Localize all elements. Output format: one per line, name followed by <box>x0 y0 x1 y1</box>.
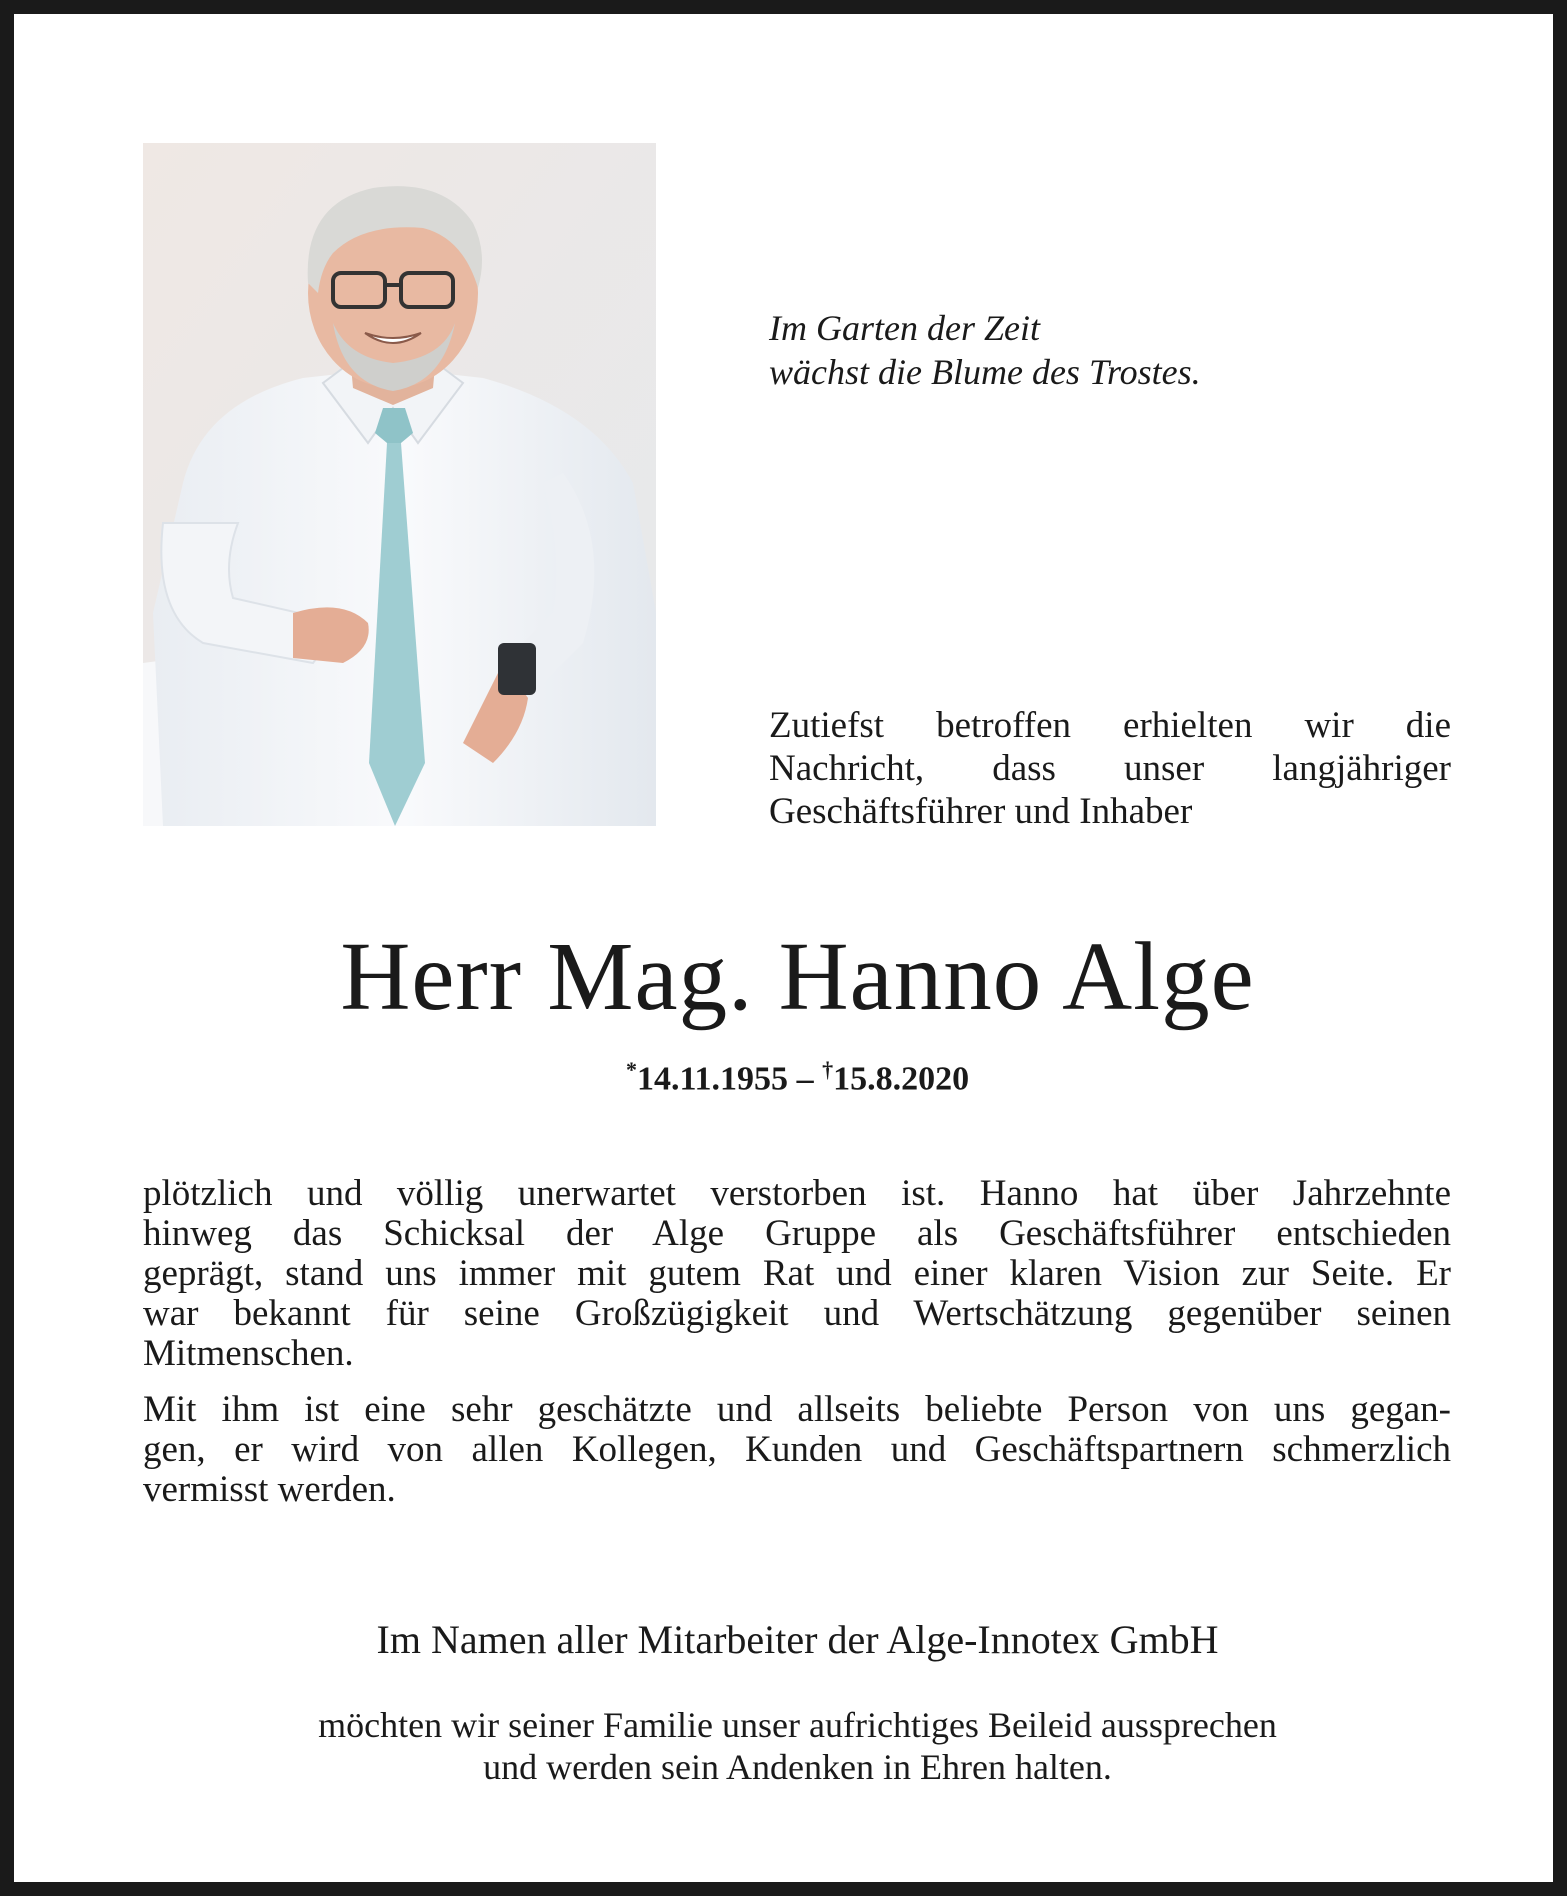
intro-line: Nachricht, dass unser langjähriger <box>769 748 1451 789</box>
body-line: vermisst werden. <box>143 1469 396 1510</box>
date-separator: – <box>788 1060 823 1098</box>
consolation-quote <box>769 306 1469 394</box>
closing-line: möchten wir seiner Familie unser aufrichtiges Beileid aussprechen <box>318 1705 1277 1745</box>
death-symbol: † <box>822 1057 834 1082</box>
obituary-body <box>143 1174 1451 1526</box>
intro-text <box>769 704 1451 833</box>
birth-date: 14.11.1955 <box>636 1060 789 1098</box>
portrait-illustration <box>143 143 656 826</box>
body-line: war bekannt für seine Großzügigkeit und Wertschätzung gegenüber seinen <box>143 1293 1451 1334</box>
portrait-photo <box>143 143 656 826</box>
closing-text <box>14 1704 1567 1788</box>
body-paragraph-2 <box>143 1390 1451 1510</box>
deceased-name: Herr Mag. Hanno Alge <box>340 923 1255 1030</box>
body-line: hinweg das Schicksal der Alge Gruppe als Geschäftsführer entschieden <box>143 1213 1451 1254</box>
quote-line: wächst die Blume des Trostes. <box>769 352 1201 392</box>
signature-line: Im Namen aller Mitarbeiter der Alge-Innotex GmbH <box>376 1617 1219 1662</box>
body-line: gen, er wird von allen Kollegen, Kunden und Geschäftspartnern schmerzlich <box>143 1429 1451 1470</box>
body-line: Mitmenschen. <box>143 1333 354 1374</box>
intro-line: Geschäftsführer und Inhaber <box>769 791 1193 832</box>
death-date: 15.8.2020 <box>833 1060 970 1098</box>
body-line: plötzlich und völlig unerwartet verstorben ist. Hanno hat über Jahrzehnte <box>143 1173 1451 1214</box>
quote-line: Im Garten der Zeit <box>769 308 1040 348</box>
intro-line: Zutiefst betroffen erhielten wir die <box>769 705 1451 746</box>
closing-line: und werden sein Andenken in Ehren halten. <box>483 1747 1112 1787</box>
birth-symbol: * <box>625 1057 637 1082</box>
life-dates <box>14 1049 1567 1100</box>
body-paragraph-1 <box>143 1174 1451 1374</box>
body-line: geprägt, stand uns immer mit gutem Rat und einer klaren Vision zur Seite. Er <box>143 1253 1451 1294</box>
body-line: Mit ihm ist eine sehr geschätzte und allseits beliebte Person von uns gegan- <box>143 1389 1451 1430</box>
